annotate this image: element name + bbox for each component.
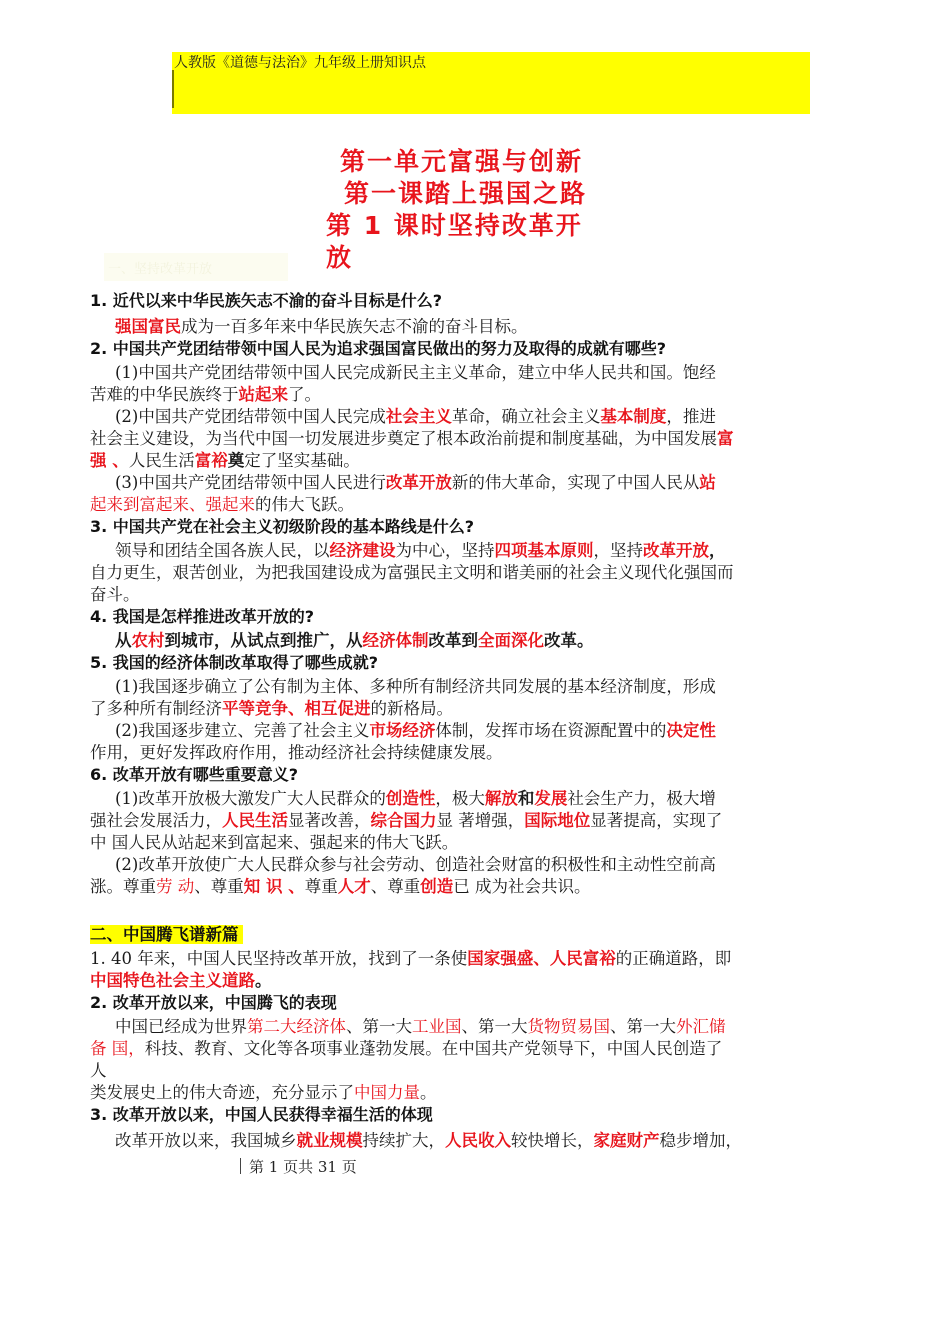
question-6-para1-line3: 中 国人民从站起来到富起来、强起来的伟大飞跃。: [90, 833, 459, 852]
question-6-para2-line2: 涨。尊重劳 动、尊重知 识 、尊重人才、尊重创造已 成为社会共识。: [90, 877, 591, 896]
section-2-item3-line1: 改革开放以来，我国城乡就业规模持续扩大，人民收入较快增长，家庭财产稳步增加，: [115, 1131, 742, 1150]
question-4-answer: 从农村到城市，从试点到推广，从经济体制改革到全面深化改革。: [115, 631, 594, 650]
faded-heading-text: 一、坚持改革开放: [108, 262, 213, 277]
page-number: 第 1 页共 31 页: [249, 1158, 357, 1176]
question-2-para1-line2: 苦难的中华民族终于站起来了。: [90, 385, 321, 404]
section-2-item1-line2: 中国特色社会主义道路。: [90, 971, 272, 990]
question-5-para1-line1: (1)我国逐步确立了公有制为主体、多种所有制经济共同发展的基本经济制度，形成: [115, 677, 716, 696]
faded-section-heading: [104, 253, 288, 281]
question-6-title: 6. 改革开放有哪些重要意义?: [90, 765, 299, 784]
lesson-title: 第一课踏上强国之路: [344, 179, 588, 208]
question-3-line3: 奋斗。: [90, 585, 140, 604]
question-2-para3-line2: 起来到富起来、强起来的伟大飞跃。: [90, 495, 354, 514]
question-5-para2-line2: 作用，更好发挥政府作用，推动经济社会持续健康发展。: [90, 743, 503, 762]
question-6-para1-line1: (1)改革开放极大激发广大人民群众的创造性，极大解放和发展社会生产力，极大增: [115, 789, 716, 808]
question-5-para1-line2: 了多种所有制经济平等竞争、相互促进的新格局。: [90, 699, 453, 718]
question-5-para2-line1: (2)我国逐步建立、完善了社会主义市场经济体制，发挥市场在资源配置中的决定性: [115, 721, 716, 740]
section-2-item3-title: 3. 改革开放以来，中国人民获得幸福生活的体现: [90, 1105, 433, 1124]
question-2-para3-line1: (3)中国共产党团结带领中国人民进行改革开放新的伟大革命，实现了中国人民从站: [115, 473, 716, 492]
question-5-title: 5. 我国的经济体制改革取得了哪些成就?: [90, 653, 379, 672]
question-6-para1-line2: 强社会发展活力，人民生活显著改善，综合国力显 著增强，国际地位显著提高，实现了: [90, 811, 723, 830]
period-title-line2: 放: [326, 243, 354, 272]
section-2-heading: 二、中国腾飞谱新篇: [90, 924, 243, 946]
question-1-answer: 强国富民成为一百多年来中华民族矢志不渝的奋斗目标。: [115, 317, 528, 336]
question-3-line1: 领导和团结全国各族人民，以经济建设为中心，坚持四项基本原则，坚持改革开放，: [115, 541, 726, 560]
page-footer: [240, 1156, 357, 1177]
question-2-para2-line1: (2)中国共产党团结带领中国人民完成社会主义革命，确立社会主义基本制度，推进: [115, 407, 716, 426]
section-2-item2-line4: 类发展史上的伟大奇迹，充分显示了中国力量。: [90, 1083, 437, 1102]
section-2-item2-line1: 中国已经成为世界第二大经济体、第一大工业国、第一大货物贸易国、第一大外汇储: [115, 1017, 726, 1036]
question-2-para2-line3: 强 、人民生活富裕奠定了坚实基础。: [90, 451, 360, 470]
footer-divider: [240, 1158, 241, 1174]
section-2-item2-title: 2. 改革开放以来，中国腾飞的表现: [90, 993, 337, 1012]
document-header: 人教版《道德与法治》九年级上册知识点: [174, 55, 426, 71]
question-2-para2-line2: 社会主义建设，为当代中国一切发展进步奠定了根本政治前提和制度基础，为中国发展富: [90, 429, 734, 448]
header-rule: [172, 70, 174, 108]
question-6-para2-line1: (2)改革开放使广大人民群众参与社会劳动、创造社会财富的积极性和主动性空前高: [115, 855, 716, 874]
question-3-title: 3. 中国共产党在社会主义初级阶段的基本路线是什么?: [90, 517, 475, 536]
unit-title: 第一单元富强与创新: [340, 147, 584, 176]
section-2-item2-line3: 人: [90, 1061, 107, 1080]
question-1-title: 1. 近代以来中华民族矢志不渝的奋斗目标是什么?: [90, 291, 443, 310]
period-title-line1: 第 1 课时坚持改革开: [326, 211, 583, 240]
question-4-title: 4. 我国是怎样推进改革开放的?: [90, 607, 315, 626]
question-3-line2: 自力更生，艰苦创业，为把我国建设成为富强民主文明和谐美丽的社会主义现代化强国而: [90, 563, 734, 582]
question-2-para1-line1: (1)中国共产党团结带领中国人民完成新民主主义革命，建立中华人民共和国。饱经: [115, 363, 716, 382]
section-2-item2-line2: 备 国，科技、教育、文化等各项事业蓬勃发展。在中国共产党领导下，中国人民创造了: [90, 1039, 723, 1058]
section-2-item1-line1: 1. 40 年来，中国人民坚持改革开放，找到了一条使国家强盛、人民富裕的正确道路，即: [90, 949, 732, 968]
question-2-title: 2. 中国共产党团结带领中国人民为追求强国富民做出的努力及取得的成就有哪些?: [90, 339, 667, 358]
